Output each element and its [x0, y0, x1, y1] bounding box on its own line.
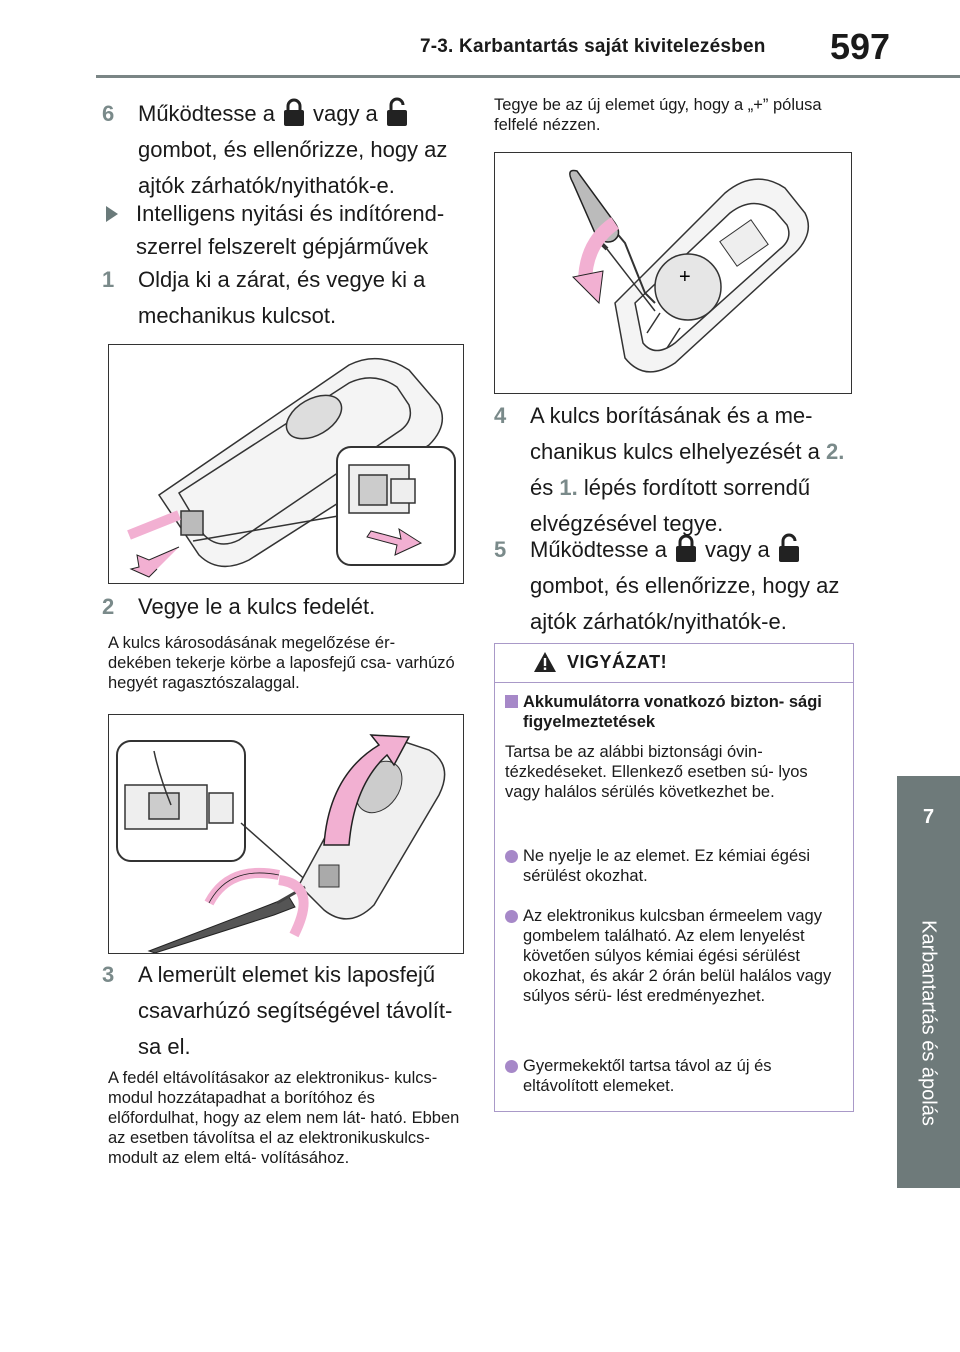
chapter-title: Karbantartás és ápolás [917, 920, 940, 1126]
warning-intro: Tartsa be az alábbi biztonsági óvin- tézkedéseket. Ellenkező esetben sú- lyos vagy halálos sérülés következhet be. [505, 743, 808, 801]
round-bullet-icon [505, 850, 518, 863]
warning-icon [533, 651, 557, 673]
step-text: Oldja ki a zárat, és vegye ki a mechanikus kulcsot. [138, 267, 426, 328]
step-number: 6 [102, 101, 115, 126]
step-5 [494, 532, 854, 640]
page-number: 597 [830, 26, 891, 67]
step-reference: 1. [559, 475, 578, 500]
step-text: vagy a [312, 101, 378, 126]
step-6 [102, 96, 462, 204]
warning-header [495, 644, 853, 683]
triangle-bullet-icon [106, 206, 118, 222]
round-bullet-icon [505, 1060, 518, 1073]
note-text: Tegye be az új elemet úgy, hogy a „+” pólusa felfelé nézzen. [494, 96, 822, 134]
warning-box [494, 643, 854, 1112]
step-text: Működtesse a [530, 537, 667, 562]
step-number: 5 [494, 537, 507, 562]
step-text: gombot, és ellenőrizze, hogy az ajtók zárhatók/nyithatók-e. [530, 573, 840, 634]
step-text: A lemerült elemet kis laposfejű csavarhúzó segítségével távolít- sa el. [138, 962, 453, 1059]
chapter-number-tab [897, 776, 960, 858]
chapter-title-tab [897, 858, 960, 1188]
step-text: Vegye le a kulcs fedelét. [138, 594, 376, 619]
step-text: lépés fordított sorrendű elvégzésével tegye. [530, 475, 811, 536]
warning-title: VIGYÁZAT! [567, 652, 668, 672]
step-text: Működtesse a [138, 101, 275, 126]
square-bullet-icon [505, 695, 518, 708]
step-text: A kulcs borításának és a me- chanikus kulcs elhelyezését a [530, 403, 820, 464]
section-heading: Intelligens nyitási és indítórend- szerrel felszerelt gépjárművek [106, 197, 456, 263]
warning-subheading: Akkumulátorra vonatkozó bizton- sági figyelmeztetések [505, 692, 845, 732]
step-text: gombot, és ellenőrizze, hogy az ajtók zárhatók/nyithatók-e. [138, 137, 448, 198]
step-number: 3 [102, 962, 115, 987]
step-number: 1 [102, 267, 115, 292]
lock-closed-icon [281, 97, 307, 127]
step-number: 2 [102, 594, 115, 619]
lock-closed-icon [673, 533, 699, 563]
battery-plus-label: + [679, 266, 691, 288]
lock-open-icon [776, 533, 802, 563]
illustration-remove-mechanical-key [108, 344, 464, 584]
battery-replace-drawing [495, 153, 851, 393]
lock-open-icon [384, 97, 410, 127]
step-text: vagy a [704, 537, 770, 562]
step-text: és [530, 475, 554, 500]
key-cover-drawing [109, 715, 463, 953]
warning-bullet: Ne nyelje le az elemet. Ez kémiai égési sérülést okozhat. [505, 846, 841, 886]
step-3 [102, 957, 464, 1065]
note-text: A kulcs károsodásának megelőzése ér- dekében tekerje körbe a laposfejű csa- varhúzó hegyét ragasztószalaggal. [108, 634, 455, 692]
note-text: A fedél eltávolításakor az elektronikus- kulcs-modul hozzátapadhat a borítóhoz és előfordulhat, hogy az elem nem lát- ható. Ebben az esetben távolítsa el az elektronikuskulcs-modult az elem eltá- volításához. [108, 1069, 460, 1167]
step-4 [494, 398, 854, 542]
header-rule [96, 75, 960, 78]
key-fob-drawing [109, 345, 463, 583]
section-title: 7-3. Karbantartás saját kivitelezésben [420, 36, 766, 57]
warning-bullet: Az elektronikus kulcsban érmeelem vagy gombelem található. Az elem lenyelést követően súlyos kémiai égési sérülést okozhat, és akár 2 órán belül halálos vagy súlyos sérü- lést eredményezhet. [505, 906, 841, 1006]
step-1 [102, 262, 452, 334]
step-2 [102, 589, 452, 625]
illustration-replace-battery [494, 152, 852, 394]
illustration-remove-cover [108, 714, 464, 954]
round-bullet-icon [505, 910, 518, 923]
step-reference: 2. [825, 439, 845, 464]
warning-bullet: Gyermekektől tartsa távol az új és eltávolított elemeket. [505, 1056, 841, 1096]
chapter-number: 7 [922, 805, 935, 828]
step-number: 4 [494, 403, 507, 428]
